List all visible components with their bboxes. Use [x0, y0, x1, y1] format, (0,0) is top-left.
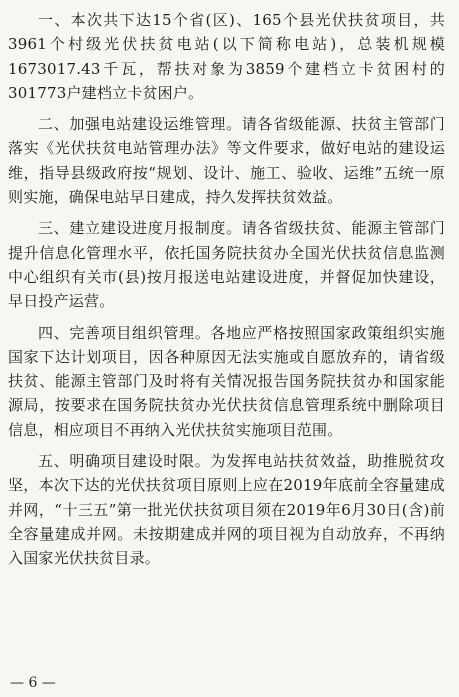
paragraph-monthly-progress-report: 三、建立建设进度月报制度。请各省级扶贫、能源主管部门提升信息化管理水平，依托国务院扶贫办全国光伏扶贫信息监测中心组织有关市(县)按月报送电站建设进度，并督促加快建设，早日投产运营。	[8, 219, 445, 311]
paragraph-construction-deadline: 五、明确项目建设时限。为发挥电站扶贫效益，助推脱贫攻坚，本次下达的光伏扶贫项目原则上应在2019年底前全容量建成并网，“十三五”第一批光伏扶贫项目须在2019年6月30日(含)前全容量建成并网。未按期建成并网的项目视为自动放弃，不再纳入国家光伏扶贫目录。	[8, 452, 445, 568]
paragraph-operation-management: 二、加强电站建设运维管理。请各省级能源、扶贫主管部门落实《光伏扶贫电站管理办法》等文件要求，做好电站的建设运维，指导县级政府按“规划、设计、施工、验收、运维”五统一原则实施，确保电站早日建成，持久发挥扶贫效益。	[8, 115, 445, 207]
paragraph-project-organization: 四、完善项目组织管理。各地应严格按照国家政策组织实施国家下达计划项目，因各种原因无法实施或自愿放弃的，请省级扶贫、能源主管部门及时将有关情况报告国务院扶贫办和国家能源局，按要求在国务院扶贫办光伏扶贫信息管理系统中删除项目信息，相应项目不再纳入光伏扶贫实施项目范围。	[8, 323, 445, 439]
page-number: — 6 —	[10, 675, 56, 691]
paragraph-scale-summary: 一、本次共下达15个省(区)、165个县光伏扶贫项目，共3961个村级光伏扶贫电站(以下简称电站)，总装机规模1673017.43千瓦，帮扶对象为3859个建档立卡贫困村的301773户建档立卡贫困户。	[8, 11, 445, 102]
